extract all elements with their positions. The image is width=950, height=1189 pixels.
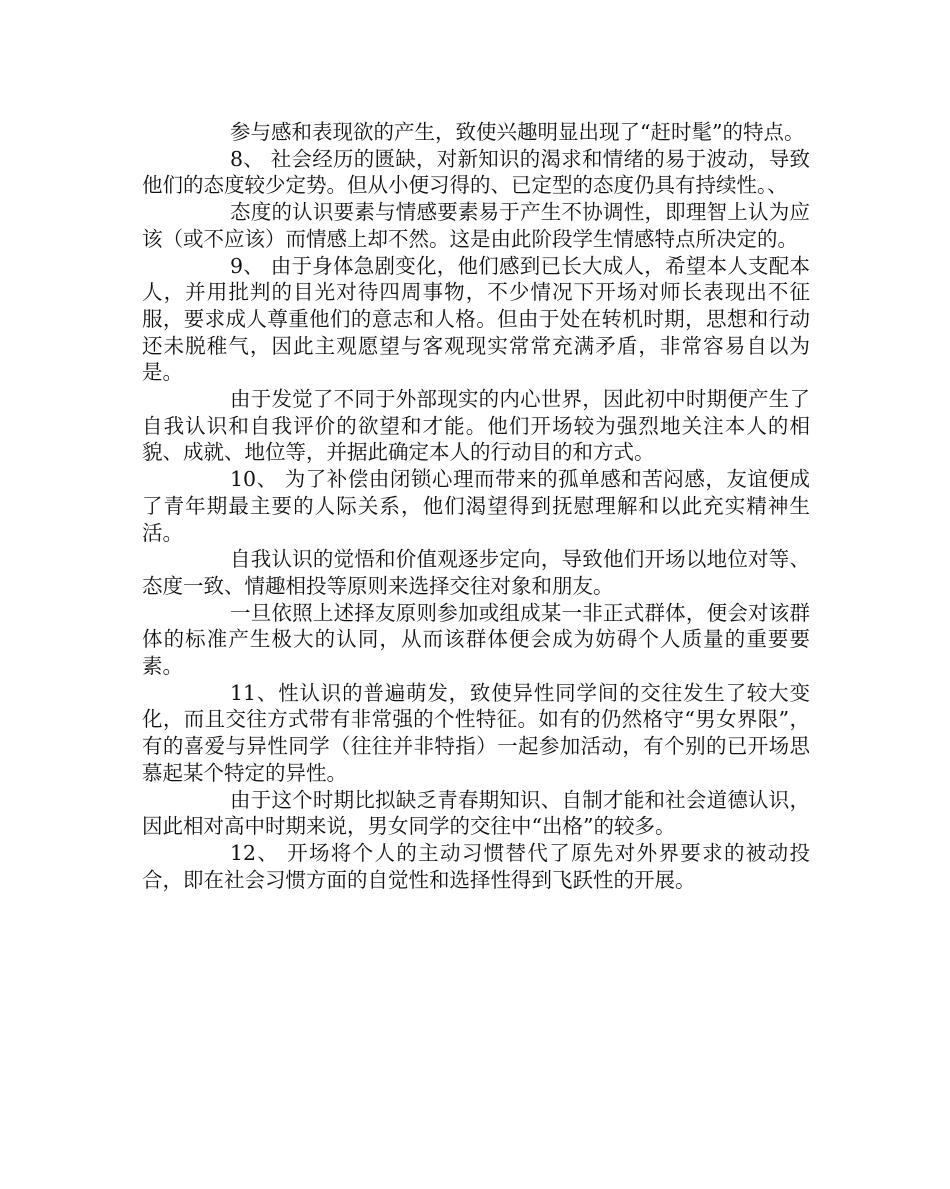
paragraph-6: 10、 为了补偿由闭锁心理而带来的孤单感和苦闷感，友谊便成了青年期最主要的人际关系，他们渴望得到抚慰理解和以此充实精神生活。	[142, 467, 810, 545]
paragraph-11: 12、 开场将个人的主动习惯替代了原先对外界要求的被动投合，即在社会习惯方面的自觉性和选择性得到飞跃性的开展。	[142, 840, 810, 892]
paragraph-2: 8、 社会经历的匮缺，对新知识的渴求和情绪的易于波动，导致他们的态度较少定势。但从小便习得的、已定型的态度仍具有持续性。、	[142, 146, 810, 198]
paragraph-10: 由于这个时期比拟缺乏青春期知识、自制才能和社会道德认识，因此相对高中时期来说，男女同学的交往中“出格”的较多。	[142, 787, 810, 839]
paragraph-9: 11、性认识的普遍萌发，致使异性同学间的交往发生了较大变化，而且交往方式带有非常强的个性特征。如有的仍然格守“男女界限”，有的喜爱与异性同学（往往并非特指）一起参加活动，有个别的已开场思慕起某个特定的异性。	[142, 680, 810, 785]
paragraph-1: 参与感和表现欲的产生，致使兴趣明显出现了“赶时髦”的特点。	[230, 120, 805, 144]
paragraph-5: 由于发觉了不同于外部现实的内心世界，因此初中时期便产生了自我认识和自我评价的欲望和才能。他们开场较为强烈地关注本人的相貌、成就、地位等，并据此确定本人的行动目的和方式。	[142, 387, 810, 465]
paragraph-4: 9、 由于身体急剧变化，他们感到已长大成人，希望本人支配本人，并用批判的目光对待四周事物，不少情况下开场对师长表现出不征服，要求成人尊重他们的意志和人格。但由于处在转机时期，思想和行动还未脱稚气，因此主观愿望与客观现实常常充满矛盾，非常容易自以为是。	[142, 253, 810, 385]
paragraph-8: 一旦依照上述择友原则参加或组成某一非正式群体，便会对该群体的标准产生极大的认同，从而该群体便会成为妨碍个人质量的重要要素。	[142, 600, 810, 679]
paragraph-3: 态度的认识要素与情感要素易于产生不协调性，即理智上认为应该（或不应该）而情感上却不然。这是由此阶段学生情感特点所决定的。	[142, 200, 810, 251]
paragraph-7: 自我认识的觉悟和价值观逐步定向，导致他们开场以地位对等、态度一致、情趣相投等原则来选择交往对象和朋友。	[142, 547, 810, 598]
document-body	[142, 119, 810, 893]
